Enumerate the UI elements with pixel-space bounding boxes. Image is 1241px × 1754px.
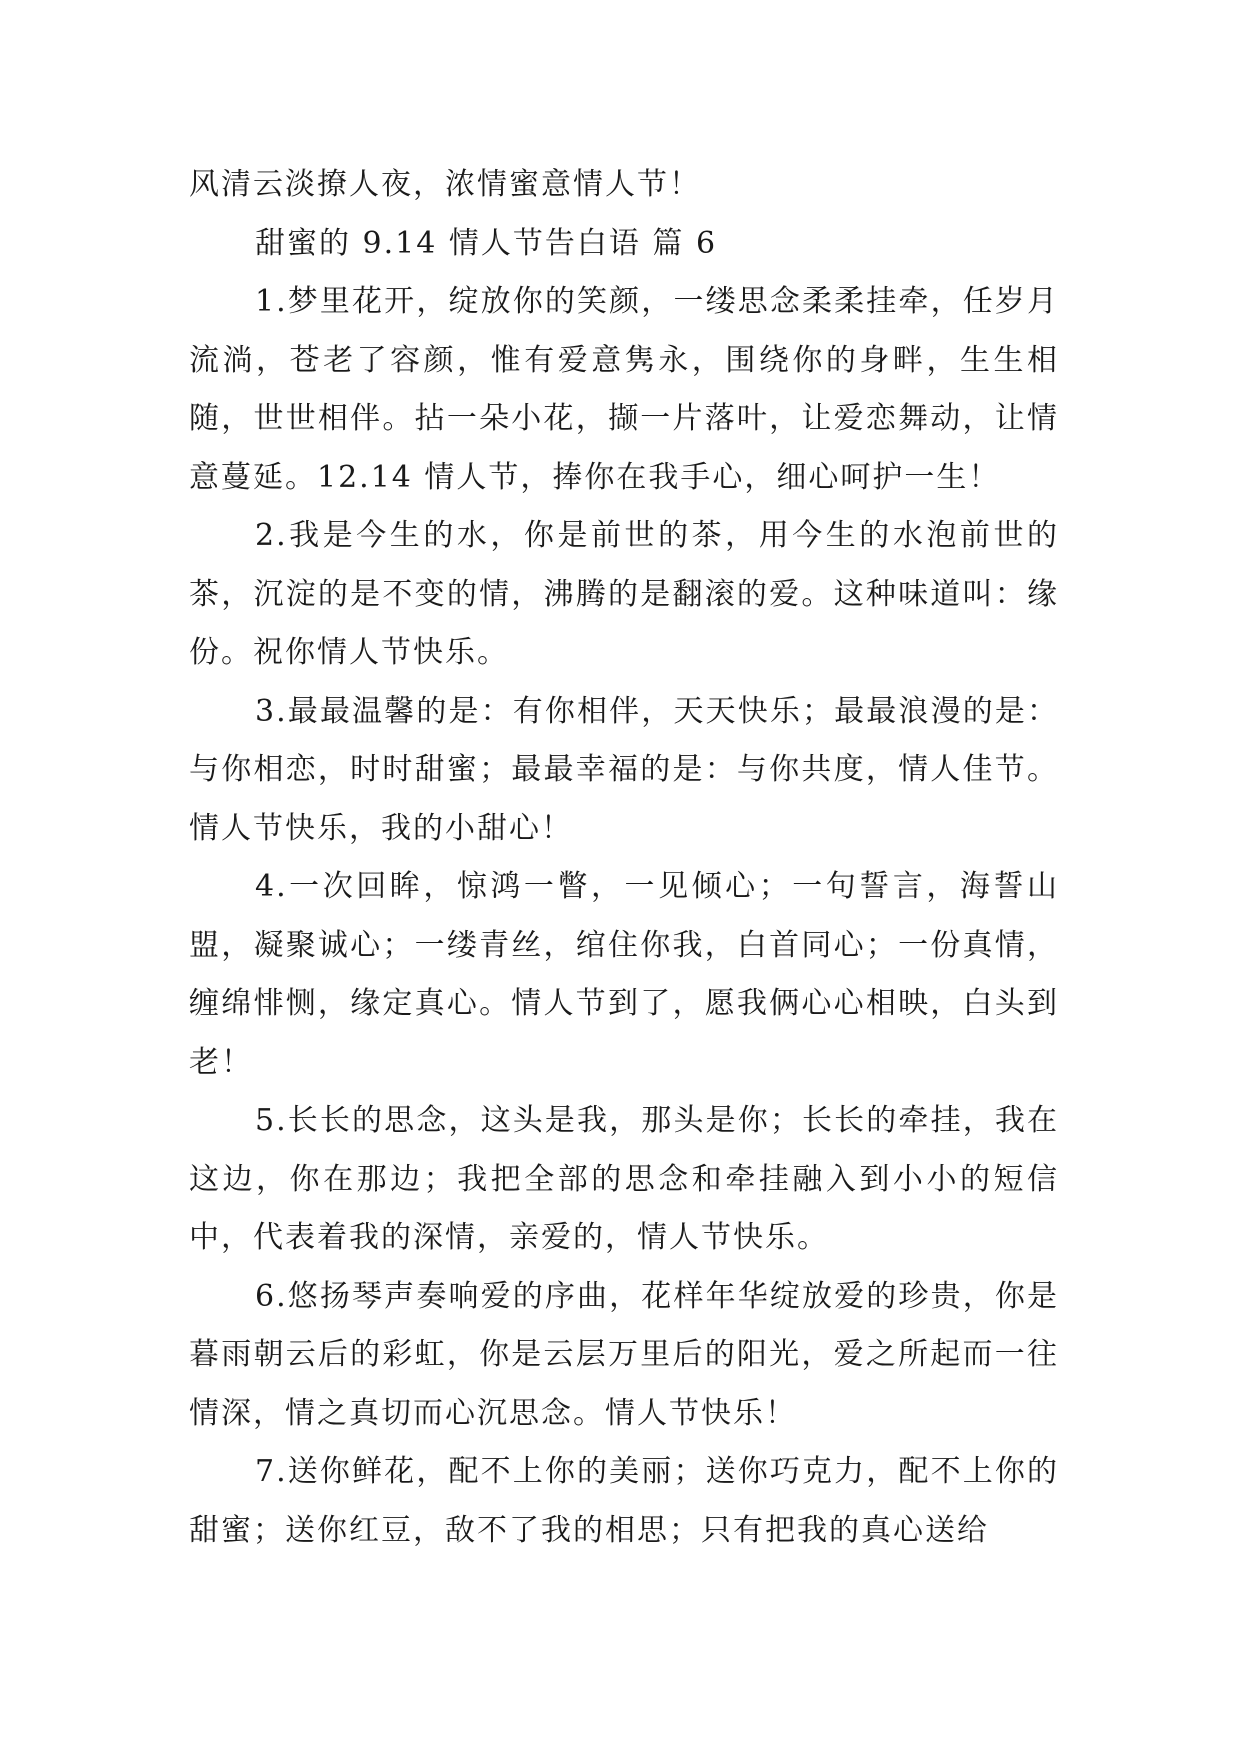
paragraph-1: 1.梦里花开，绽放你的笑颜，一缕思念柔柔挂牵，任岁月流淌，苍老了容颜，惟有爱意隽永，围绕你的身畔，生生相随，世世相伴。拈一朵小花，撷一片落叶，让爱恋舞动，让情意蔓延。12.14 情人节，捧你在我手心，细心呵护一生！ xyxy=(189,284,1059,495)
lead-line: 风清云淡撩人夜，浓情蜜意情人节！ xyxy=(189,167,701,202)
paragraph-4: 4.一次回眸，惊鸿一瞥，一见倾心；一句誓言，海誓山盟，凝聚诚心；一缕青丝，绾住你我，白首同心；一份真情，缠绵悱恻，缘定真心。情人节到了，愿我俩心心相映，白头到老！ xyxy=(189,869,1059,1080)
paragraph-7: 7.送你鲜花，配不上你的美丽；送你巧克力，配不上你的甜蜜；送你红豆，敌不了我的相思；只有把我的真心送给 xyxy=(189,1454,1059,1548)
section-title: 甜蜜的 9.14 情人节告白语 篇 6 xyxy=(255,225,718,261)
paragraph-6: 6.悠扬琴声奏响爱的序曲，花样年华绽放爱的珍贵，你是暮雨朝云后的彩虹，你是云层万里后的阳光，爱之所起而一往情深，情之真切而心沉思念。情人节快乐！ xyxy=(189,1278,1059,1431)
paragraph-3: 3.最最温馨的是：有你相伴，天天快乐；最最浪漫的是：与你相恋，时时甜蜜；最最幸福的是：与你共度，情人佳节。情人节快乐，我的小甜心！ xyxy=(189,693,1059,846)
document-body xyxy=(189,156,1059,1560)
paragraph-2: 2.我是今生的水，你是前世的茶，用今生的水泡前世的茶，沉淀的是不变的情，沸腾的是翻滚的爱。这种味道叫：缘份。祝你情人节快乐。 xyxy=(189,518,1059,670)
paragraph-5: 5.长长的思念，这头是我，那头是你；长长的牵挂，我在这边，你在那边；我把全部的思念和牵挂融入到小小的短信中，代表着我的深情，亲爱的，情人节快乐。 xyxy=(189,1103,1059,1255)
